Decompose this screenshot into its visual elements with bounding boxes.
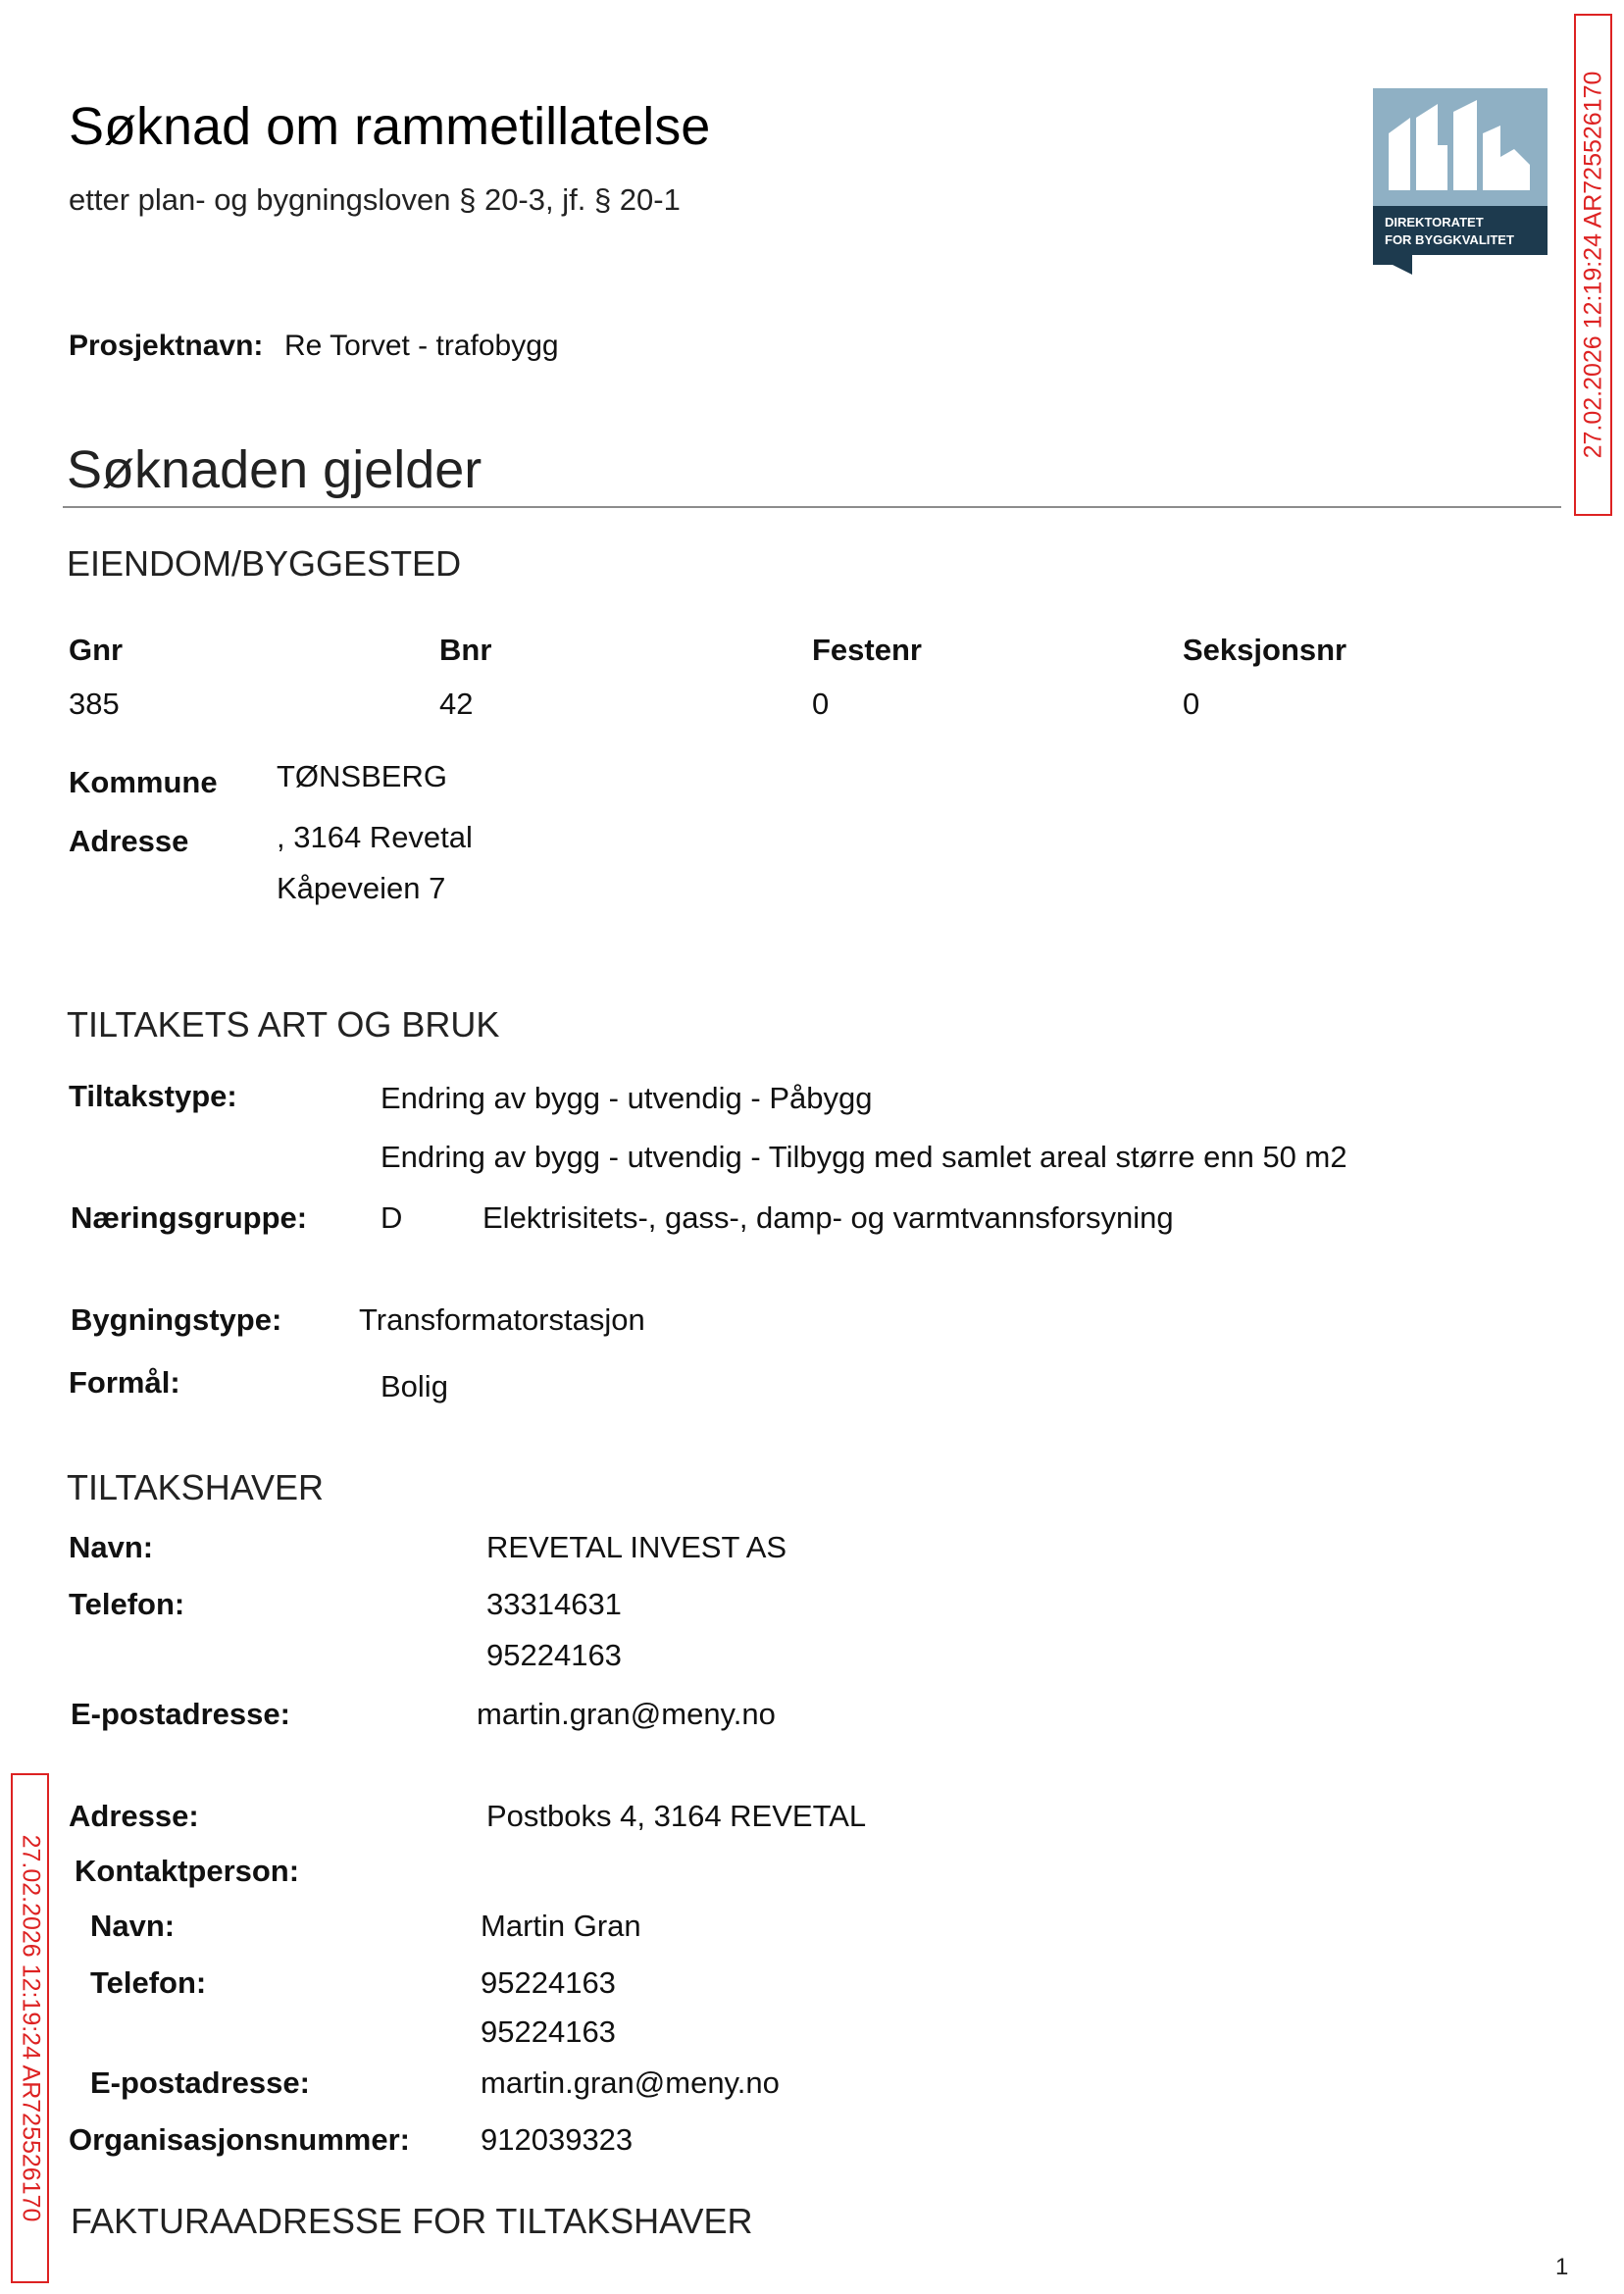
tiltakstype-item: Endring av bygg - utvendig - Påbygg — [381, 1081, 873, 1115]
faktura-heading: FAKTURAADRESSE FOR TILTAKSHAVER — [71, 2201, 753, 2241]
epost-value: martin.gran@meny.no — [477, 1697, 776, 1731]
festenr-label: Festenr — [812, 633, 922, 667]
navn-value: REVETAL INVEST AS — [486, 1530, 787, 1564]
gnr-value: 385 — [69, 687, 120, 721]
naeringsgruppe-code: D — [381, 1200, 403, 1235]
bygningstype-label: Bygningstype: — [71, 1302, 282, 1337]
orgnr-label: Organisasjonsnummer: — [69, 2122, 410, 2157]
telefon-label: Telefon: — [69, 1587, 185, 1621]
tiltak-heading: TILTAKETS ART OG BRUK — [67, 1004, 500, 1045]
naeringsgruppe-value: Elektrisitets-, gass-, damp- og varmtvannsforsyning — [482, 1200, 1174, 1235]
seksjonsnr-value: 0 — [1183, 687, 1200, 721]
kommune-label: Kommune — [69, 765, 218, 799]
gnr-label: Gnr — [69, 633, 124, 667]
project-value: Re Torvet - trafobygg — [284, 330, 559, 362]
page-number: 1 — [1555, 2254, 1569, 2280]
adresse-label: Adresse — [69, 824, 189, 858]
kommune-value: TØNSBERG — [277, 759, 447, 793]
tiltakstype-item: Endring av bygg - utvendig - Tilbygg med samlet areal større enn 50 m2 — [381, 1140, 1347, 1174]
kontakt-telefon-value: 95224163 — [481, 2014, 616, 2049]
navn-label: Navn: — [69, 1530, 154, 1564]
orgnr-value: 912039323 — [481, 2122, 634, 2157]
adresse-line1: , 3164 Revetal — [277, 820, 473, 854]
dibk-logo-graphic — [1373, 88, 1548, 275]
receipt-stamp-right — [1574, 14, 1612, 516]
stamp-text: 27.02.2026 12:19:24 AR725526170 — [17, 1834, 44, 2222]
adresse-line2: Kåpeveien 7 — [277, 871, 446, 905]
logo-text-line2: FOR BYGGKVALITET — [1385, 232, 1514, 247]
logo-flag-tail — [1373, 255, 1412, 275]
telefon-value: 95224163 — [486, 1638, 622, 1672]
receipt-stamp-left — [11, 1773, 49, 2283]
kontaktperson-label: Kontaktperson: — [75, 1854, 300, 1888]
adresse-value: Postboks 4, 3164 REVETAL — [486, 1799, 867, 1833]
telefon-value: 33314631 — [486, 1587, 622, 1621]
festenr-value: 0 — [812, 687, 830, 721]
naeringsgruppe-label: Næringsgruppe: — [71, 1200, 308, 1235]
kontakt-epost-value: martin.gran@meny.no — [481, 2065, 780, 2100]
bnr-value: 42 — [439, 687, 474, 721]
section-divider — [63, 506, 1561, 508]
section-title: Søknaden gjelder — [67, 440, 482, 499]
seksjonsnr-label: Seksjonsnr — [1183, 633, 1347, 667]
logo-text-band — [1373, 206, 1548, 255]
kontakt-telefon-label: Telefon: — [90, 1965, 207, 2000]
tiltakstype-label: Tiltakstype: — [69, 1079, 237, 1113]
stamp-text: 27.02.2026 12:19:24 AR725526170 — [1579, 71, 1606, 459]
logo-text-line1: DIREKTORATET — [1385, 215, 1484, 229]
kontakt-navn-label: Navn: — [90, 1909, 176, 1943]
adresse-label: Adresse: — [69, 1799, 199, 1833]
project-label: Prosjektnavn: — [69, 330, 264, 362]
eiendom-heading: EIENDOM/BYGGESTED — [67, 543, 462, 584]
document-subtitle: etter plan- og bygningsloven § 20-3, jf. § 20-1 — [69, 182, 681, 217]
bygningstype-value: Transformatorstasjon — [359, 1302, 645, 1337]
kontakt-epost-label: E-postadresse: — [90, 2065, 310, 2100]
bnr-label: Bnr — [439, 633, 492, 667]
dibk-logo-icon — [1373, 88, 1548, 275]
kontakt-navn-value: Martin Gran — [481, 1909, 641, 1943]
epost-label: E-postadresse: — [71, 1697, 290, 1731]
formal-value: Bolig — [381, 1369, 448, 1403]
formal-label: Formål: — [69, 1365, 180, 1400]
kontakt-telefon-value: 95224163 — [481, 1965, 616, 2000]
document-title: Søknad om rammetillatelse — [69, 97, 711, 156]
tiltakshaver-heading: TILTAKSHAVER — [67, 1467, 325, 1507]
